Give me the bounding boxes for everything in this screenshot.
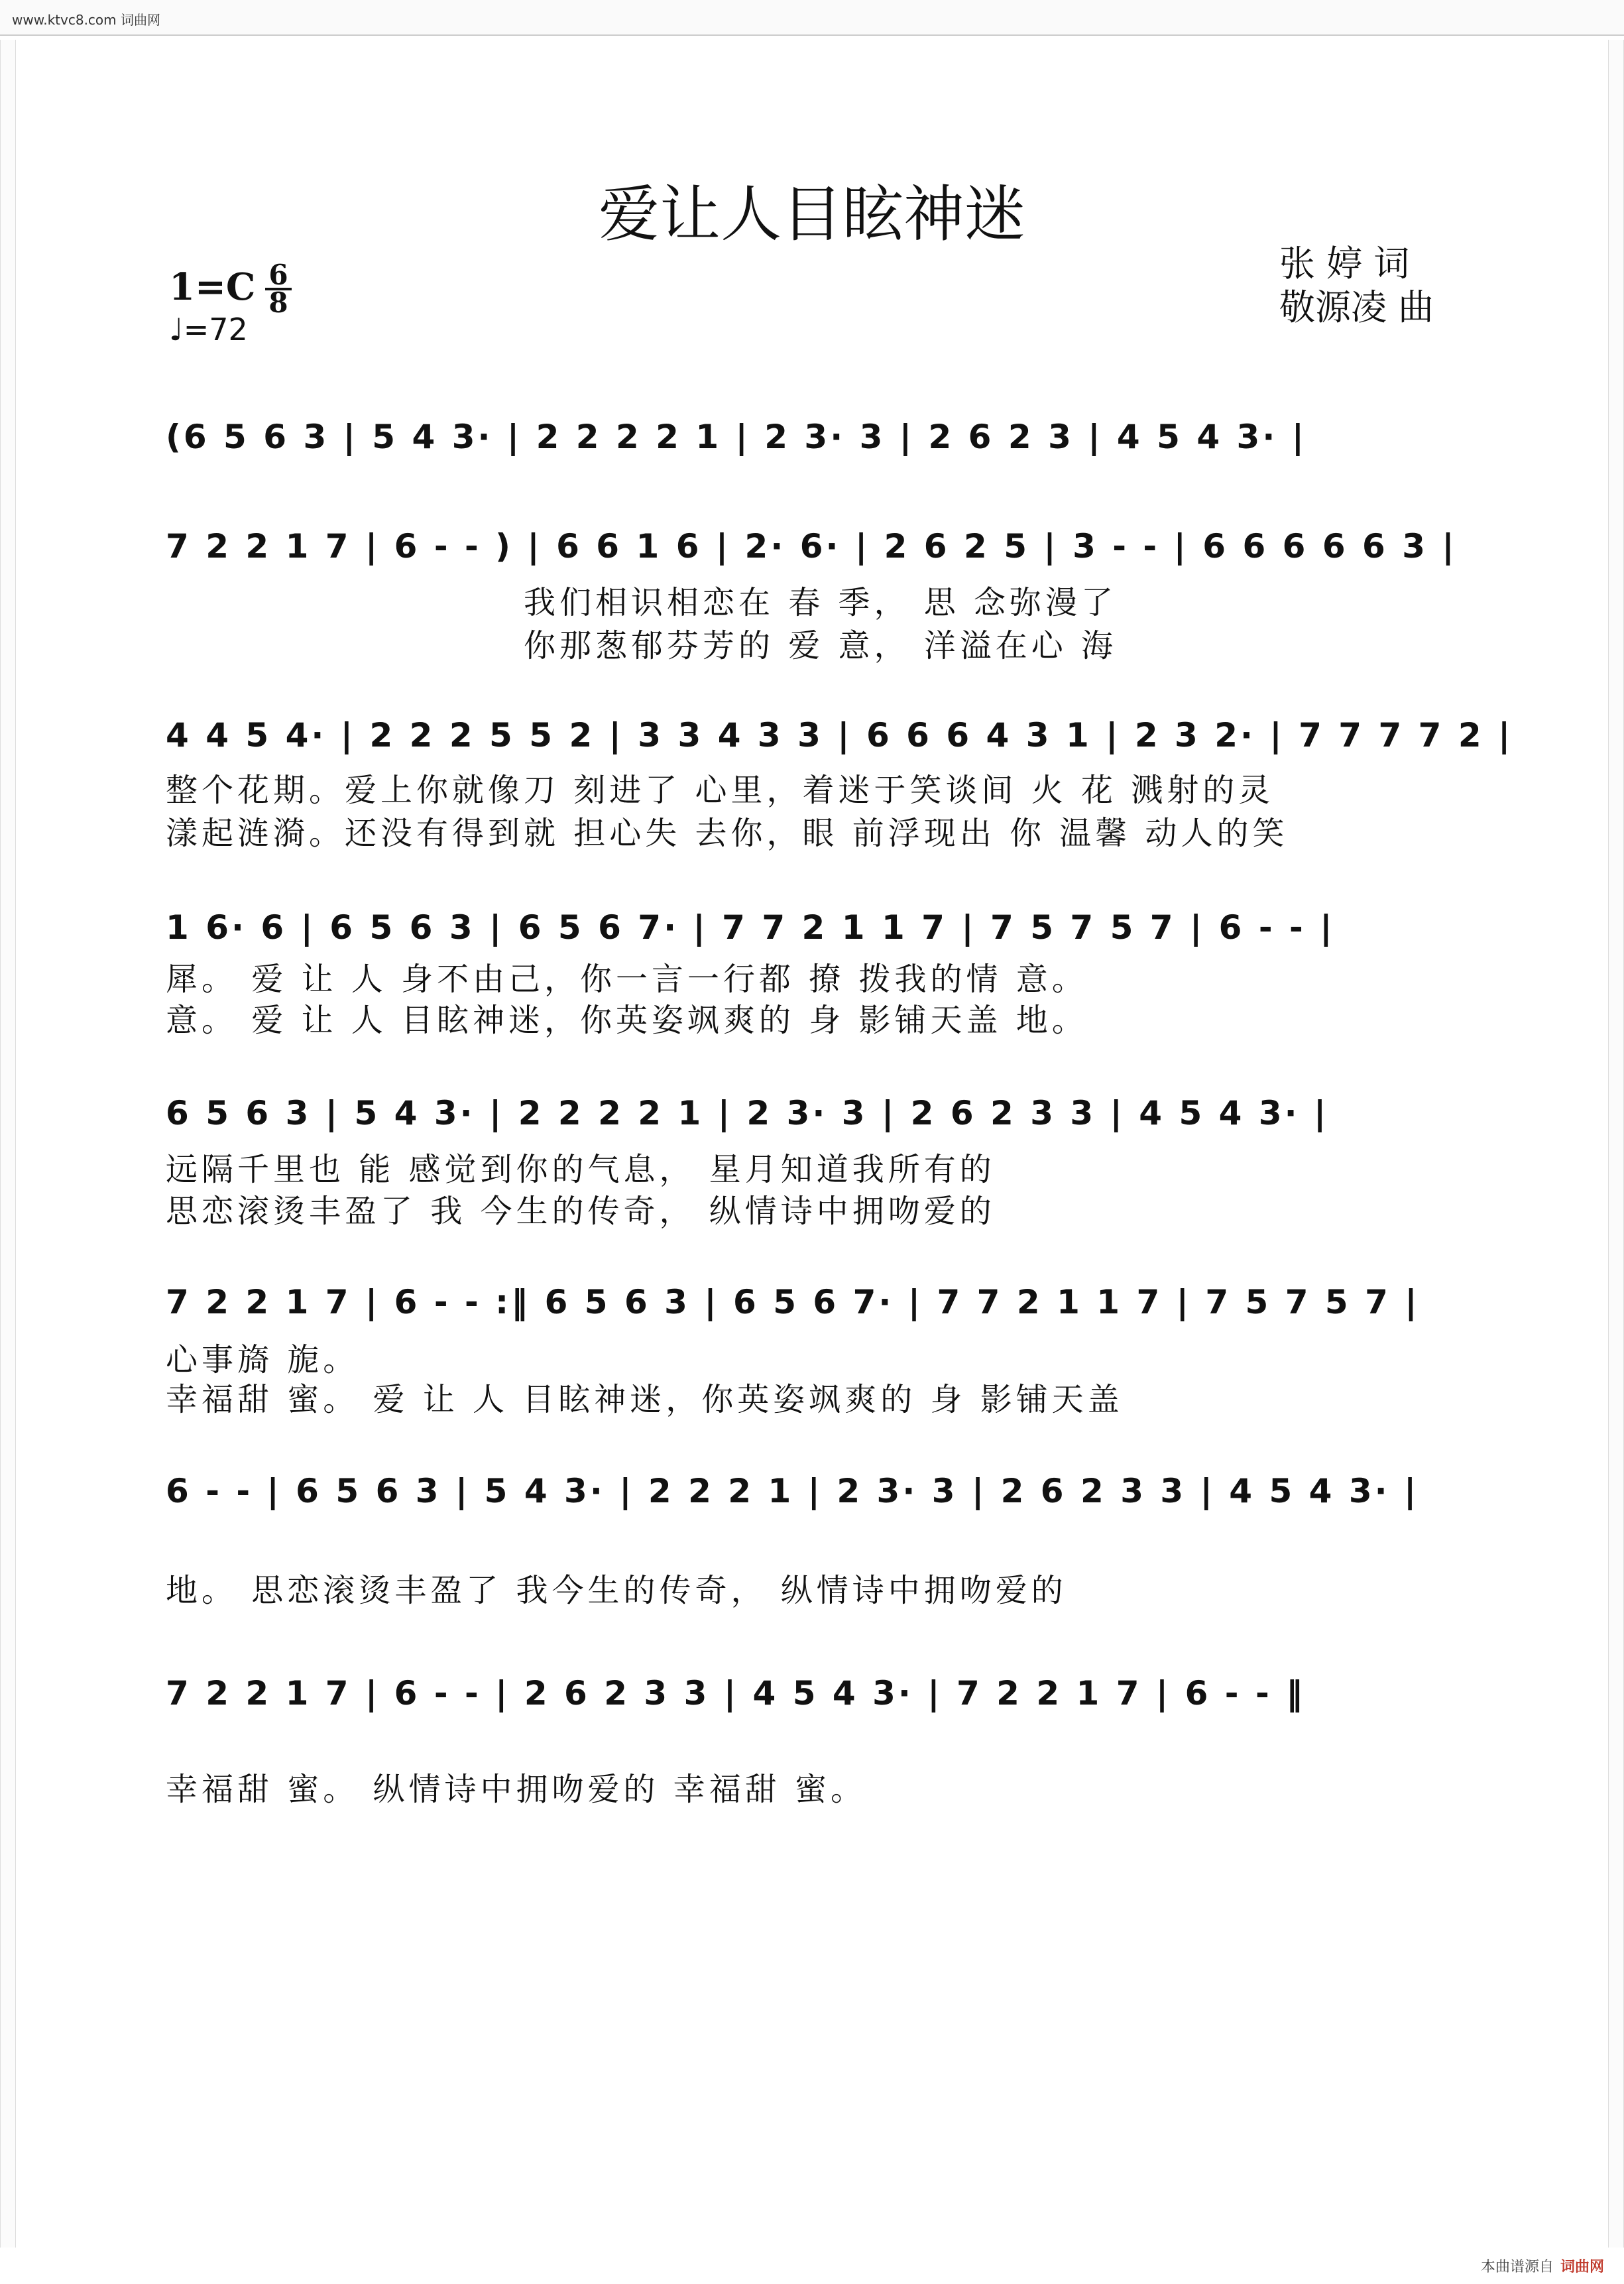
system-2-lyrics-2: 你那葱郁芬芳的 爱 意， 洋溢在心 海: [524, 627, 1118, 664]
system-5-lyrics-1: 远隔千里也 能 感觉到你的气息， 星月知道我所有的: [166, 1151, 996, 1188]
system-3-lyrics-1: 整个花期。爱上你就像刀 刻进了 心里，着迷于笑谈间 火 花 溅射的灵: [166, 772, 1275, 809]
top-bar: [0, 0, 1624, 36]
footer-text: 本曲谱源自: [1480, 2259, 1554, 2275]
left-margin-strip: [0, 40, 16, 2248]
system-4-lyrics-1: 犀。 爱 让 人 身不由己，你一言一行都 撩 拨我的情 意。: [166, 961, 1088, 998]
system-2-lyrics-1: 我们相识相恋在 春 季， 思 念弥漫了: [524, 584, 1118, 621]
lyricist: 张 婷 词: [1279, 243, 1410, 284]
footer-brand[interactable]: 词曲网: [1560, 2259, 1604, 2275]
system-5-notes: 6 5 6 3 | 5 4 3· | 2 2 2 2 1 | 2 3· 3 | 2 6 2 3 3 | 4 5 4 3· |: [166, 1094, 1329, 1132]
system-2-notes: 7 2 2 1 7 | 6 - - ) | 6 6 1 6 | 2· 6· | 2 6 2 5 | 3 - - | 6 6 6 6 6 3 |: [166, 527, 1457, 566]
system-1-notes: (6 5 6 3 | 5 4 3· | 2 2 2 2 1 | 2 3· 3 | 2 6 2 3 | 4 5 4 3· |: [166, 418, 1306, 456]
system-8-lyrics-1: 幸福甜 蜜。 纵情诗中拥吻爱的 幸福甜 蜜。: [166, 1771, 867, 1808]
system-6-lyrics-2: 幸福甜 蜜。 爱 让 人 目眩神迷，你英姿飒爽的 身 影铺天盖: [166, 1381, 1124, 1418]
system-4-lyrics-2: 意。 爱 让 人 目眩神迷，你英姿飒爽的 身 影铺天盖 地。: [166, 1002, 1088, 1039]
composer: 敬源凌 曲: [1279, 286, 1434, 328]
system-6-notes: 7 2 2 1 7 | 6 - - :‖ 6 5 6 3 | 6 5 6 7· | 7 7 2 1 1 7 | 7 5 7 5 7 |: [166, 1283, 1420, 1321]
system-7-notes: 6 - - | 6 5 6 3 | 5 4 3· | 2 2 2 1 | 2 3· 3 | 2 6 2 3 3 | 4 5 4 3· |: [166, 1472, 1419, 1510]
system-8-notes: 7 2 2 1 7 | 6 - - | 2 6 2 3 3 | 4 5 4 3· | 7 2 2 1 7 | 6 - - ‖: [166, 1674, 1306, 1713]
site-label: www.ktvc8.com 词曲网: [12, 12, 161, 28]
time-sig-top: 6: [268, 259, 288, 291]
tempo-marking: ♩=72: [169, 312, 248, 347]
system-6-lyrics-1: 心事旖 旎。: [166, 1341, 359, 1378]
credits: [1279, 242, 1434, 330]
system-3-lyrics-2: 漾起涟漪。还没有得到就 担心失 去你，眼 前浮现出 你 温馨 动人的笑: [166, 815, 1289, 852]
system-7-lyrics-1: 地。 思恋滚烫丰盈了 我今生的传奇， 纵情诗中拥吻爱的: [166, 1572, 1067, 1609]
footer: [1481, 2255, 1604, 2276]
time-signature: [265, 259, 292, 319]
time-sig-bottom: 8: [268, 286, 288, 319]
song-title: 爱让人目眩神迷: [598, 179, 1025, 250]
key-signature: 1=C: [169, 265, 256, 309]
system-4-notes: 1 6· 6 | 6 5 6 3 | 6 5 6 7· | 7 7 2 1 1 7 | 7 5 7 5 7 | 6 - - |: [166, 908, 1335, 947]
system-5-lyrics-2: 思恋滚烫丰盈了 我 今生的传奇， 纵情诗中拥吻爱的: [166, 1193, 996, 1230]
right-margin-strip: [1608, 40, 1624, 2248]
system-3-notes: 4 4 5 4· | 2 2 2 5 5 2 | 3 3 4 3 3 | 6 6 6 4 3 1 | 2 3 2· | 7 7 7 7 2 |: [166, 716, 1513, 754]
